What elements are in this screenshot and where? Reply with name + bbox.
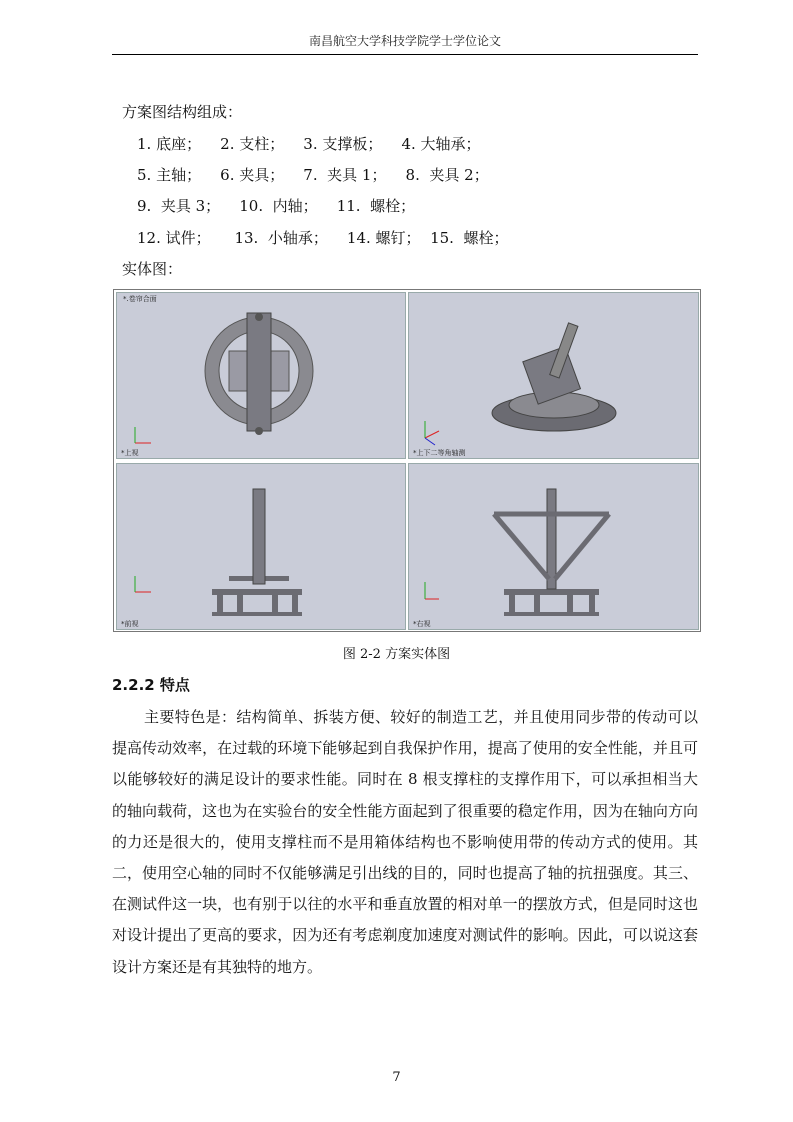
pane-front-view[interactable] <box>116 463 406 630</box>
top-view-drawing <box>117 293 405 458</box>
page-number: 7 <box>392 1070 401 1085</box>
right-view-drawing <box>409 464 698 629</box>
pane-right-view[interactable] <box>408 463 699 630</box>
intro-title: 方案图结构组成： <box>122 103 243 121</box>
solid-title: 实体图： <box>122 260 183 278</box>
isometric-view-drawing <box>409 293 698 458</box>
figure-caption: 图 2-2 方案实体图 <box>342 647 451 662</box>
parts-line-2: 5. 主轴； 6. 夹具； 7. 夹具 1； 8. 夹具 2； <box>137 166 489 184</box>
front-view-drawing <box>117 464 405 629</box>
body-paragraph: 主要特色是：结构简单、拆装方便、较好的制造工艺，并且使用同步带的传动可以提高传动效率，在过载的环境下能够起到自我保护作用，提高了使用的安全性能，并且可以能够较好的满足设计的要求性能。同时在 8 根支撑柱的支撑作用下，可以承担相当大的轴向载荷，这也为在实验台的安全性能方面起到了很重要的稳定作用，因为在轴向方向的力还是很大的，使用支撑柱而不是用箱体结构也不影响使用带的传动方式的使用。其二，使用空心轴的同时不仅能够满足引出线的目的，同时也提高了轴的抗扭强度。其三、在测试件这一块，也有别于以往的水平和垂直放置的相对单一的摆放方式，但是同时这也对设计提出了更高的要求，因为还有考虑剃度加速度对测试件的影响。因此，可以说这套设计方案还是有其独特的地方。 <box>112 708 698 976</box>
pane-tab-label: *.卷帘合面 <box>123 295 157 303</box>
view-label-top: *上视 <box>121 449 139 457</box>
view-label-right: *右视 <box>413 620 431 628</box>
parts-line-3: 9. 夹具 3； 10. 内轴； 11. 螺栓； <box>137 197 416 215</box>
parts-line-4: 12. 试件； 13. 小轴承； 14. 螺钉； 15. 螺栓； <box>137 229 509 247</box>
pane-isometric-view[interactable] <box>408 292 699 459</box>
pane-top-view[interactable] <box>116 292 406 459</box>
header-rule <box>112 54 698 55</box>
running-header: 南昌航空大学科技学院学士学位论文 <box>308 34 501 48</box>
view-label-front: *前视 <box>121 620 139 628</box>
view-label-iso: *上下二等角轴测 <box>413 449 466 457</box>
parts-line-1: 1. 底座； 2. 支柱； 3. 支撑板； 4. 大轴承； <box>137 135 481 153</box>
section-title: 2.2.2 特点 <box>112 676 190 694</box>
cad-figure <box>113 289 701 632</box>
